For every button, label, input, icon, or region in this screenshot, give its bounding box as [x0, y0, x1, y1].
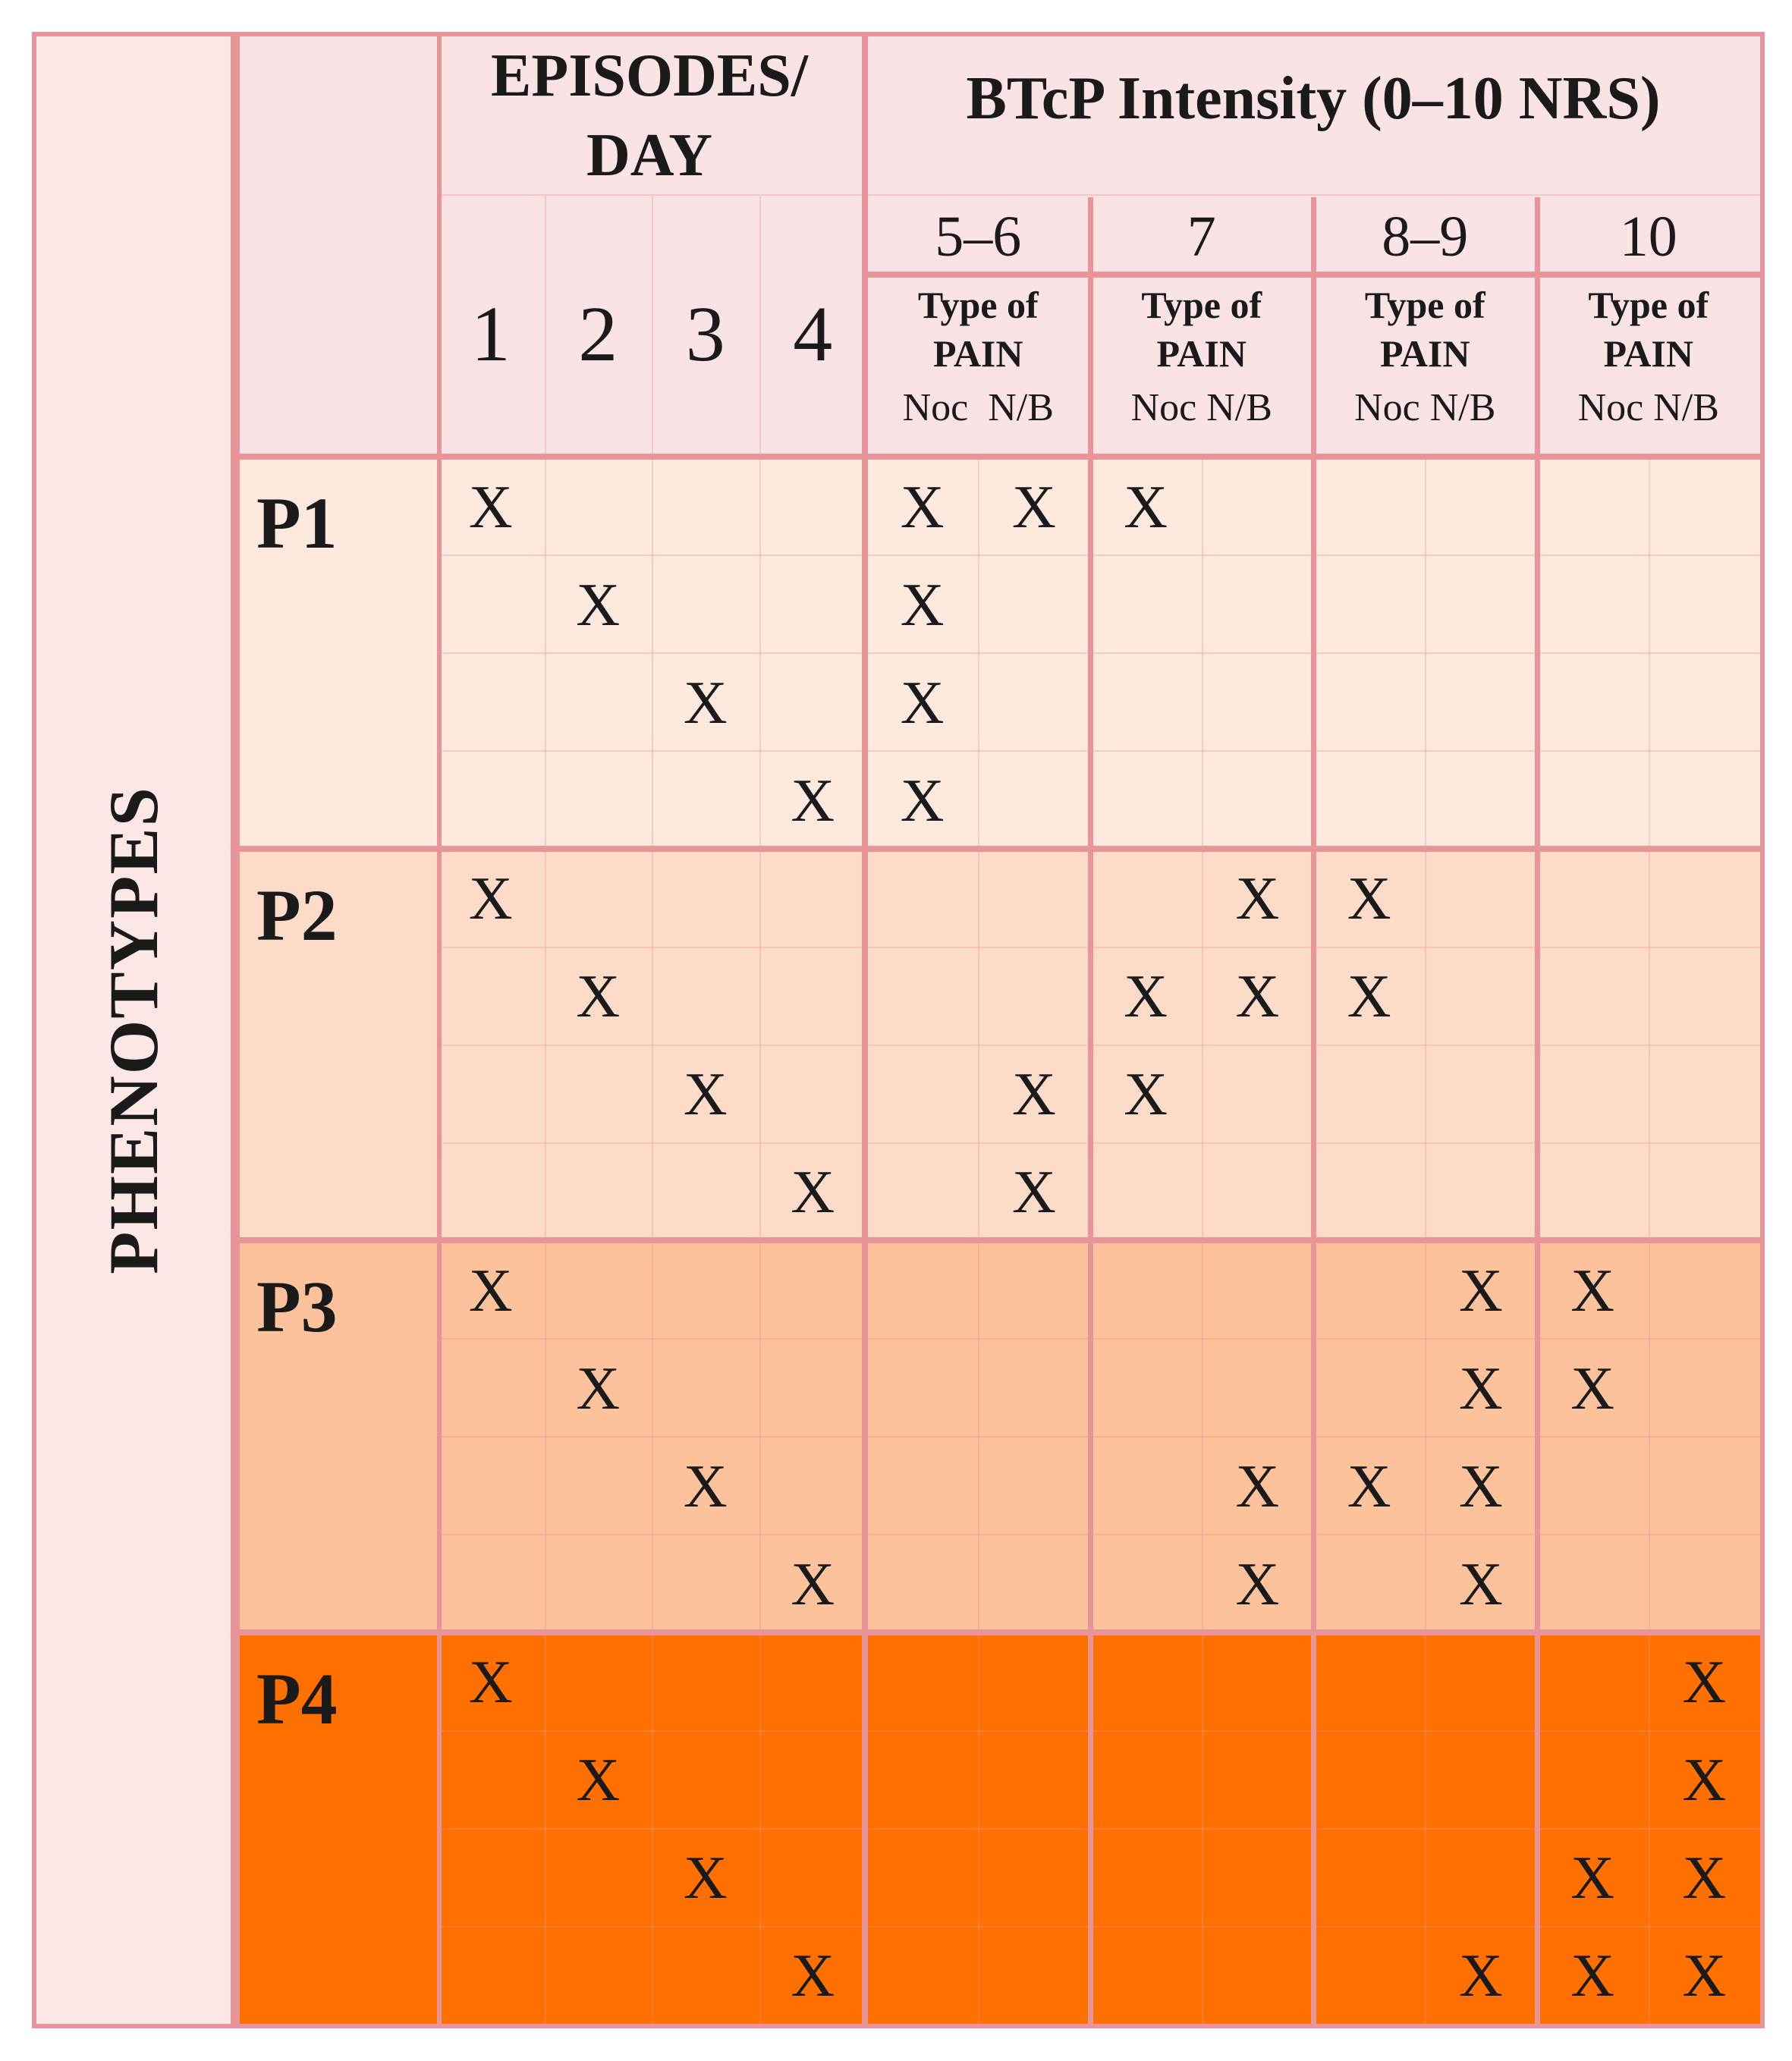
grid-line	[545, 457, 546, 2024]
type-of-pain-label: Type of	[1141, 284, 1262, 326]
band-separator	[240, 846, 1760, 852]
table-cell-mark: X	[1570, 1257, 1615, 1324]
grid-line	[652, 457, 653, 2024]
table-cell-mark: X	[576, 963, 621, 1031]
table-cell-mark: X	[1235, 1550, 1280, 1618]
side-column	[36, 36, 235, 2024]
grid-line	[652, 196, 653, 457]
grid-line	[1649, 457, 1650, 2024]
grid-line	[437, 1436, 1760, 1437]
table-cell-mark: X	[683, 669, 728, 737]
table-cell-mark: X	[1011, 473, 1056, 541]
grid-line	[437, 1926, 1760, 1927]
type-of-pain-label: Type of	[1588, 284, 1709, 326]
intensity-group-3: 8–9	[1382, 204, 1469, 269]
grid-line	[437, 750, 1760, 752]
intensity-group-1: 5–6	[935, 204, 1022, 269]
phenotype-label: P3	[256, 1266, 338, 1347]
table-cell-mark: X	[683, 1061, 728, 1129]
table-cell-mark: X	[1682, 1649, 1727, 1717]
band-separator	[240, 1237, 1760, 1243]
type-of-pain-label: PAIN	[1156, 332, 1247, 375]
table-cell-mark: X	[1682, 1845, 1727, 1912]
table-cell-mark: X	[1124, 1061, 1168, 1129]
episode-count-4: 4	[793, 290, 833, 378]
table-cell-mark: X	[1347, 963, 1391, 1031]
table-cell-mark: X	[791, 1550, 835, 1618]
grid-line	[437, 1534, 1760, 1535]
grid-line	[437, 1045, 1760, 1046]
grid-line	[235, 36, 240, 2024]
grid-line	[437, 555, 1760, 556]
type-of-pain-label: PAIN	[1379, 332, 1470, 375]
table-cell-mark: X	[1347, 1453, 1391, 1520]
grid-line	[437, 194, 1760, 196]
grid-line	[437, 652, 1760, 654]
grid-line	[759, 196, 761, 457]
grid-line	[437, 1730, 1760, 1732]
table-cell-mark: X	[468, 1649, 513, 1717]
table-cell-mark: X	[791, 1943, 835, 2010]
phenotype-label: P4	[256, 1657, 338, 1739]
grid-line	[545, 196, 546, 457]
table-cell-mark: X	[1570, 1943, 1615, 2010]
pain-type-subheader: Noc N/B	[902, 385, 1054, 429]
episode-count-3: 3	[685, 290, 725, 378]
table-cell-mark: X	[1458, 1943, 1503, 2010]
table-cell-mark: X	[468, 473, 513, 541]
grid-line	[978, 457, 979, 2024]
phenotypes-label: PHENOTYPES	[95, 786, 172, 1274]
table-cell-mark: X	[900, 767, 945, 834]
grid-line	[1535, 457, 1540, 2024]
table-cell-mark: X	[791, 1159, 835, 1227]
pain-type-subheader: Noc N/B	[1130, 385, 1272, 429]
table-cell-mark: X	[1235, 963, 1280, 1031]
table-cell-mark: X	[1124, 963, 1168, 1031]
intensity-title: BTcP Intensity (0–10 NRS)	[966, 64, 1661, 132]
table-cell-mark: X	[1570, 1355, 1615, 1422]
table-cell-mark: X	[1682, 1943, 1727, 2010]
table-cell-mark: X	[1124, 473, 1168, 541]
table-cell-mark: X	[468, 1257, 513, 1324]
table-cell-mark: X	[1458, 1355, 1503, 1422]
table-cell-mark: X	[576, 1355, 621, 1422]
episode-count-1: 1	[470, 290, 511, 378]
grid-line	[437, 457, 442, 2024]
table-cell-mark: X	[1458, 1257, 1503, 1324]
table-cell-mark: X	[1570, 1845, 1615, 1912]
episode-count-2: 2	[578, 290, 618, 378]
grid-line	[1088, 457, 1093, 2024]
table-cell-mark: X	[791, 767, 835, 834]
grid-line	[437, 1828, 1760, 1830]
table-cell-mark: X	[683, 1845, 728, 1912]
table-cell-mark: X	[1235, 866, 1280, 933]
episodes-title-line2: DAY	[586, 121, 712, 189]
type-of-pain-label: Type of	[1364, 284, 1485, 326]
grid-line	[1425, 457, 1426, 2024]
table-cell-mark: X	[683, 1453, 728, 1520]
grid-line	[437, 1142, 1760, 1144]
phenotype-label: P2	[256, 874, 338, 956]
grid-line	[759, 457, 761, 2024]
grid-line	[862, 457, 868, 2024]
table-cell-mark: X	[576, 571, 621, 639]
table-cell-mark: X	[900, 473, 945, 541]
table-cell-mark: X	[1347, 866, 1391, 933]
table-cell-mark: X	[900, 571, 945, 639]
pain-type-subheader: Noc N/B	[1577, 385, 1719, 429]
grid-line	[1311, 457, 1316, 2024]
grid-line	[437, 947, 1760, 948]
grid-line	[1202, 457, 1203, 2024]
table-cell-mark: X	[900, 669, 945, 737]
table-cell-mark: X	[1458, 1550, 1503, 1618]
intensity-group-2: 7	[1187, 204, 1216, 269]
band-separator	[240, 454, 1760, 460]
grid-line	[437, 1338, 1760, 1340]
table-cell-mark: X	[1011, 1159, 1056, 1227]
table-cell-mark: X	[576, 1747, 621, 1814]
table-cell-mark: X	[468, 866, 513, 933]
table-cell-mark: X	[1235, 1453, 1280, 1520]
table-cell-mark: X	[1682, 1747, 1727, 1814]
table-cell-mark: X	[1011, 1061, 1056, 1129]
band-separator	[240, 1629, 1760, 1635]
table-cell-mark: X	[1458, 1453, 1503, 1520]
type-of-pain-label: PAIN	[1603, 332, 1693, 375]
intensity-group-4: 10	[1619, 204, 1677, 269]
type-of-pain-label: PAIN	[932, 332, 1023, 375]
phenotype-label: P1	[256, 482, 338, 564]
episodes-title-line1: EPISODES/	[491, 42, 808, 109]
type-of-pain-label: Type of	[917, 284, 1039, 326]
pain-type-subheader: Noc N/B	[1354, 385, 1496, 429]
